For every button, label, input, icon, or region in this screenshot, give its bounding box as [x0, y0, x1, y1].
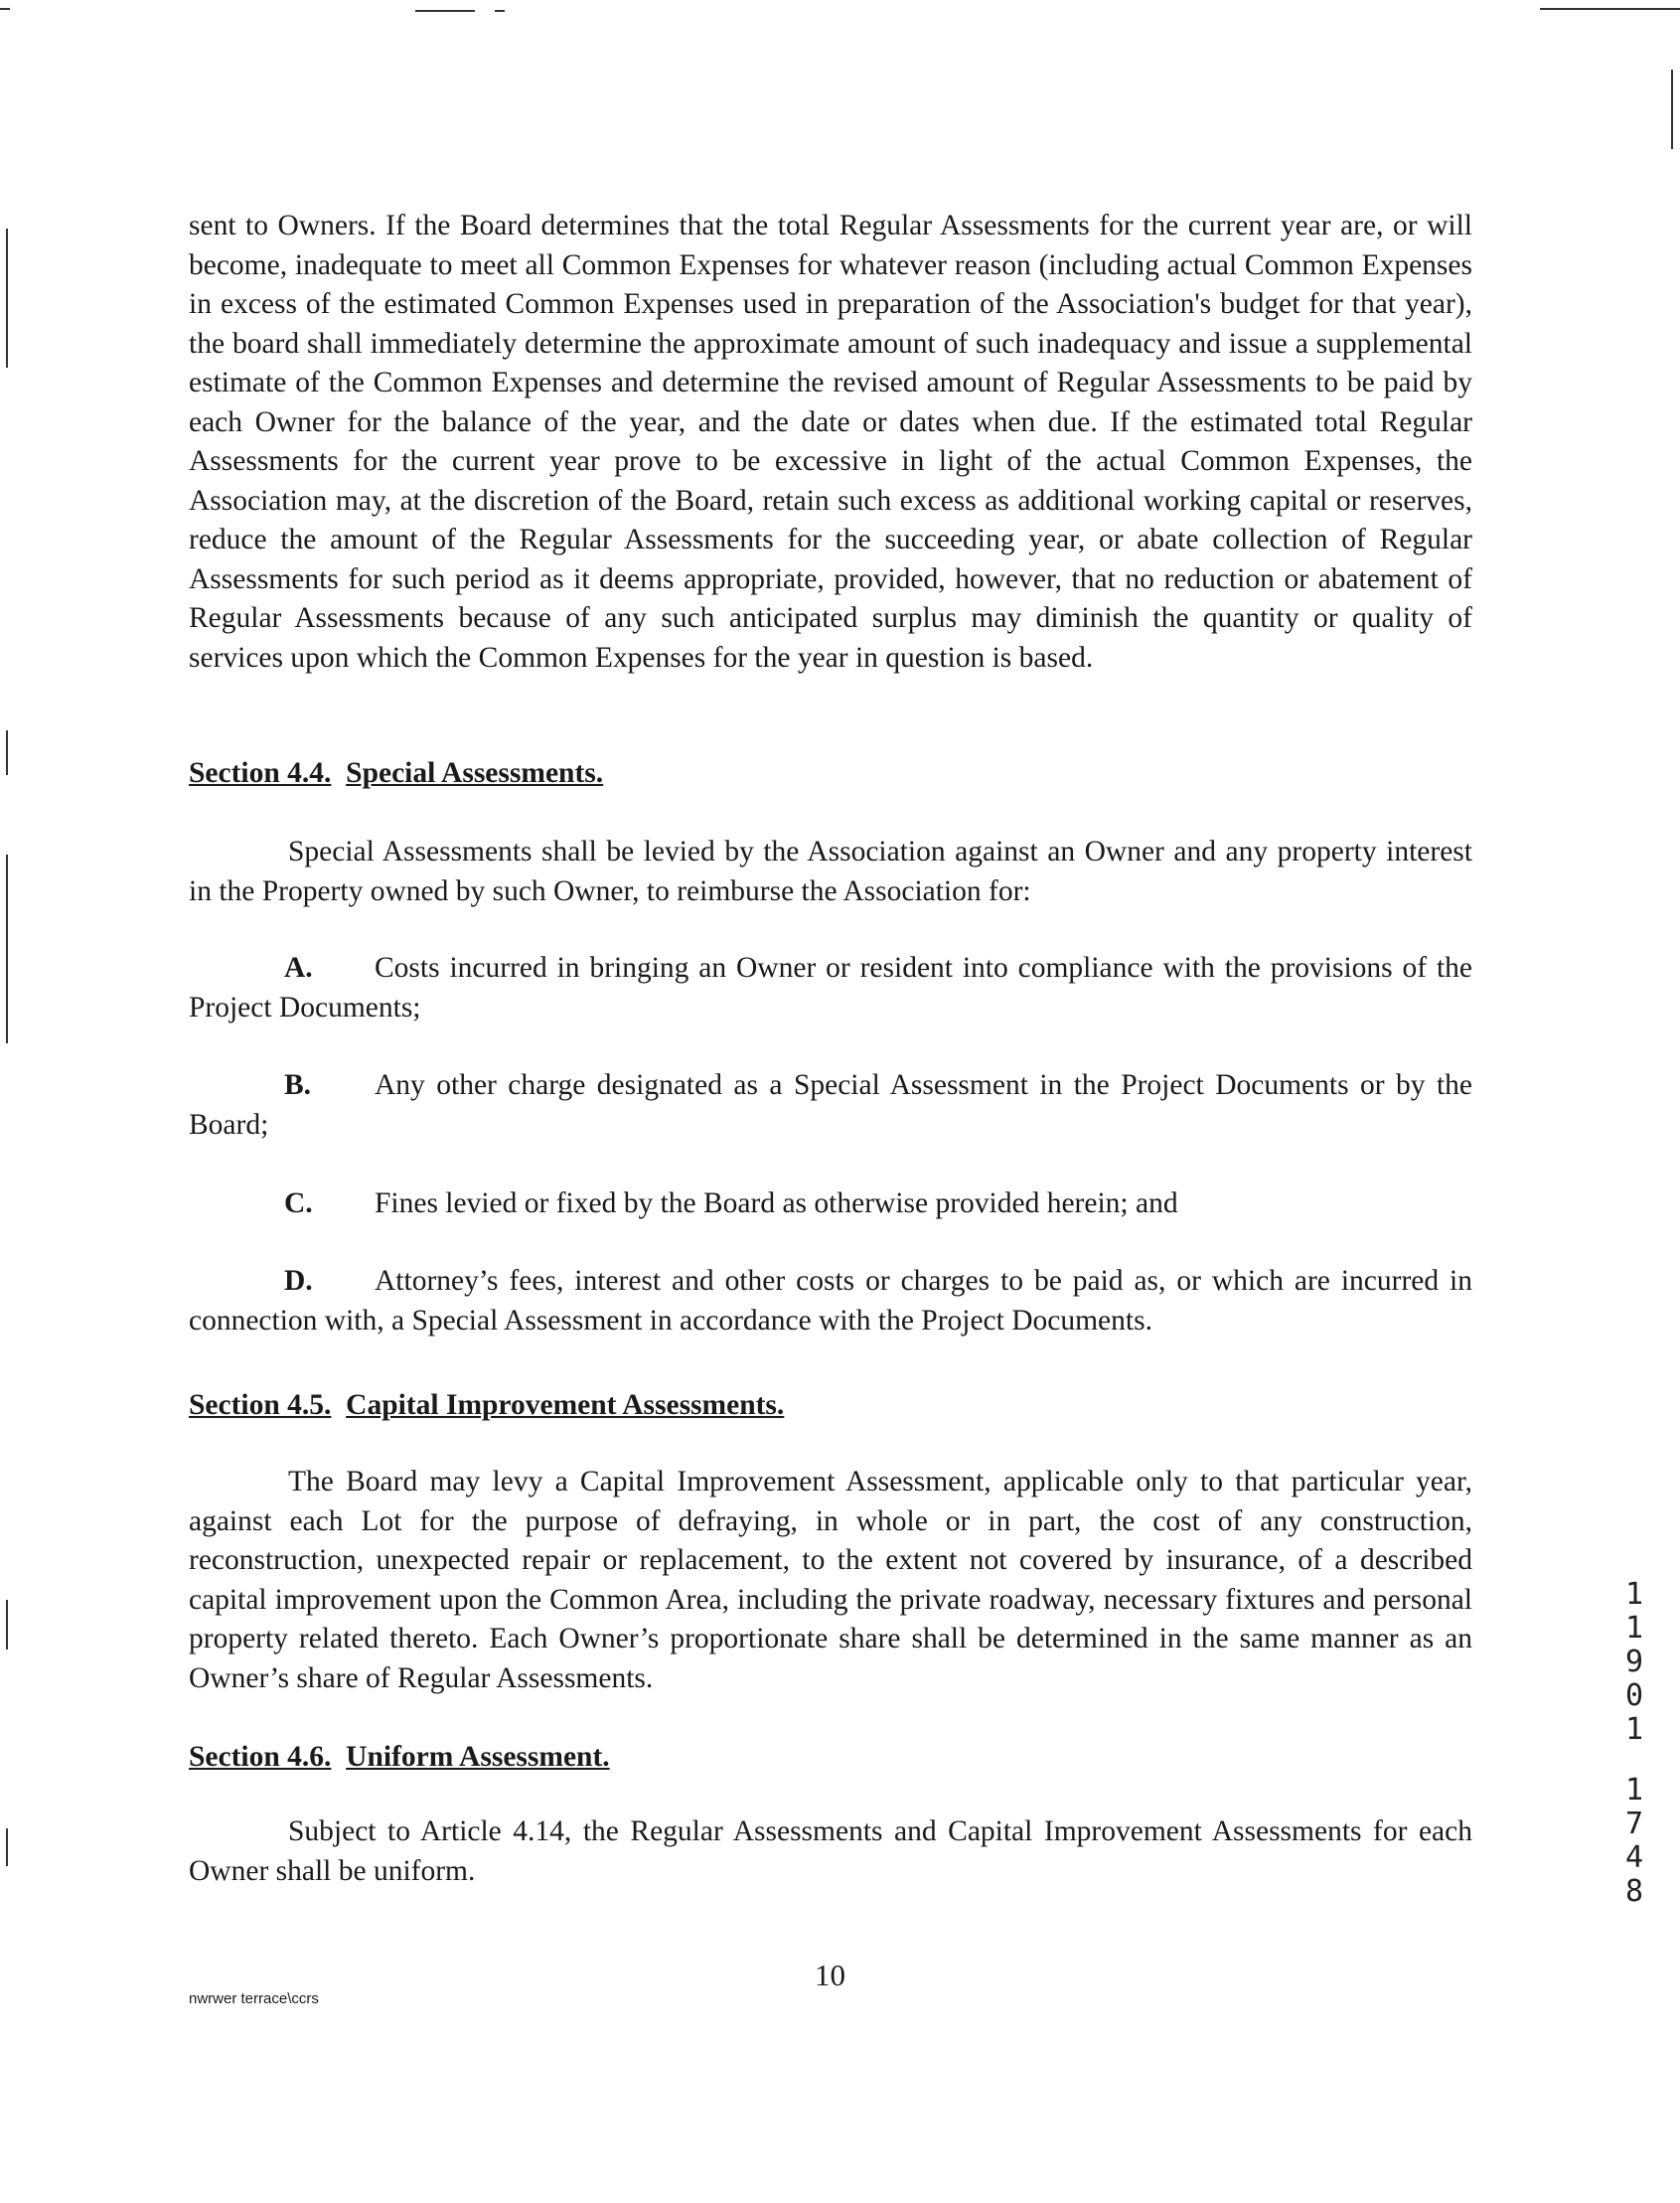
section-4-4-intro: Special Assessments shall be levied by the Association against an Owner and any property interest in the Property owned by such Owner, to reimburse the Association for: — [189, 836, 1472, 907]
list-item — [189, 1066, 1472, 1145]
section-title: Capital Improvement Assessments. — [346, 1389, 785, 1421]
list-item — [189, 949, 1472, 1027]
continuation-paragraph: sent to Owners. If the Board determines that the total Regular Assessments for the current year are, or will become, inadequate to meet all Common Expenses for whatever reason (including actual Common Expenses in excess of the estimated Common Expenses used in preparation of the Association's budget for that year), the board shall immediately determine the approximate amount of such inadequacy and issue a supplemental estimate of the Common Expenses and determine the revised amount of Regular Assessments to be paid by each Owner for the balance of the year, and the date or dates when due. If the estimated total Regular Assessments for the current year prove to be excessive in light of the actual Common Expenses, the Association may, at the discretion of the Board, retain such excess as additional working capital or reserves, reduce the amount of the Regular Assessments for the succeeding year, or abate collection of Regular Assessments for such period as it deems appropriate, provided, however, that no reduction or abatement of Regular Assessments because of any such anticipated surplus may diminish the quantity or quality of services upon which the Common Expenses for the year in question is based. — [189, 210, 1472, 674]
item-label: C. — [284, 1187, 313, 1219]
section-4-5-body: The Board may levy a Capital Improvement Assessment, applicable only to that particular year, against each Lot for the purpose of defraying, in whole or in part, the cost of any construction, reconstruction, unexpected repair or replacement, to the extent not covered by insurance, of a described capital improvement upon the Common Area, including the private roadway, necessary fixtures and personal property related thereto. Each Owner’s proportionate share shall be determined in the same manner as an Owner’s share of Regular Assessments. — [189, 1466, 1472, 1694]
section-4-6-heading — [189, 1741, 610, 1774]
stamp-digit: 1 — [1624, 1773, 1644, 1808]
page-number: 10 — [815, 1958, 845, 1992]
item-text: Fines levied or fixed by the Board as otherwise provided herein; and — [375, 1187, 1178, 1219]
section-title: Special Assessments. — [346, 757, 604, 789]
scan-mark — [415, 10, 475, 12]
stamp-digit: 1 — [1624, 1611, 1644, 1646]
stamp-digit: 4 — [1624, 1840, 1644, 1875]
stamp-digit: 1 — [1624, 1712, 1644, 1747]
item-text: Any other charge designated as a Special Assessment in the Project Documents or by the Board; — [189, 1069, 1472, 1141]
scan-mark — [6, 229, 8, 368]
scan-mark — [6, 1600, 8, 1650]
section-title: Uniform Assessment. — [346, 1741, 610, 1773]
list-item — [189, 1262, 1472, 1340]
scan-mark — [6, 730, 8, 775]
item-label: A. — [284, 952, 313, 984]
scan-mark — [495, 10, 505, 12]
section-4-6-body: Subject to Article 4.14, the Regular Assessments and Capital Improvement Assessments for each Owner shall be uniform. — [189, 1815, 1472, 1887]
scan-mark — [6, 1828, 8, 1866]
section-number: Section 4.4. — [189, 757, 332, 789]
stamp-digit: 1 — [1624, 1577, 1644, 1612]
stamp-digit: 7 — [1624, 1807, 1644, 1841]
scan-mark — [1540, 8, 1680, 10]
recording-stamp-group-1 — [1619, 1578, 1649, 1747]
section-number: Section 4.6. — [189, 1741, 332, 1773]
recording-stamp-group-2 — [1619, 1774, 1649, 1909]
stamp-digit: 9 — [1624, 1645, 1644, 1679]
item-label: D. — [284, 1265, 313, 1297]
section-number: Section 4.5. — [189, 1389, 332, 1421]
file-path: nwrwer terrace\ccrs — [189, 1990, 319, 2007]
section-4-4-heading — [189, 757, 603, 790]
stamp-digit: 8 — [1624, 1874, 1644, 1909]
scan-mark — [1671, 70, 1673, 149]
list-item — [189, 1184, 1472, 1224]
scan-mark — [0, 8, 10, 10]
stamp-digit: 0 — [1624, 1678, 1644, 1713]
item-text: Costs incurred in bringing an Owner or resident into compliance with the provisions of the Project Documents; — [189, 952, 1472, 1023]
item-label: B. — [284, 1069, 312, 1101]
scan-mark — [6, 855, 8, 1043]
item-text: Attorney’s fees, interest and other costs or charges to be paid as, or which are incurred in connection with, a Special Assessment in accordance with the Project Documents. — [189, 1265, 1472, 1337]
section-4-5-heading — [189, 1389, 784, 1422]
